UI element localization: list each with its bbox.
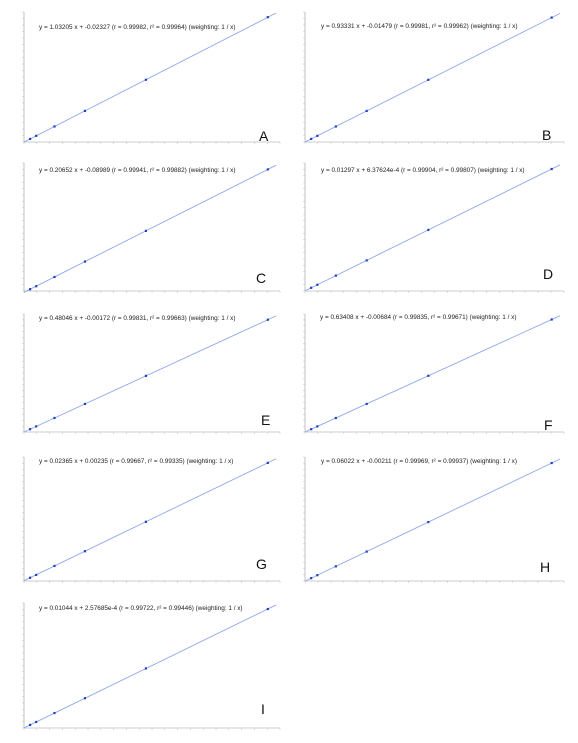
data-point [267,462,269,464]
regression-line [305,316,560,432]
regression-equation-i: y = 0.01044 x + 2.57685e-4 (r = 0.99722, r² = 0.99446) (weighting: 1 / x) [39,605,243,612]
data-point [551,168,553,170]
data-point [551,318,553,320]
data-point [145,521,147,523]
panel-label-f: F [544,417,553,433]
panel-label-g: G [256,556,267,572]
data-point [35,425,37,427]
data-point [427,521,429,523]
data-point [267,16,269,18]
data-point [310,287,312,289]
data-point [335,275,337,277]
regression-equation-a: y = 1.03205 x + -0.02327 (r = 0.99982, r² = 0.99964) (weighting: 1 / x) [39,24,236,31]
data-point [267,608,269,610]
data-point [366,110,368,112]
regression-line [24,165,276,292]
data-point [29,138,31,140]
data-point [145,79,147,81]
chart-panel-i [8,594,286,737]
calibration-plot-h [289,448,570,590]
data-point [427,79,429,81]
data-point [335,565,337,567]
calibration-plot-g [8,448,286,590]
data-point [427,229,429,231]
calibration-plot-f [289,305,570,441]
data-point [53,712,55,714]
panel-label-b: B [542,127,552,143]
chart-panel-b [289,3,570,151]
data-point [53,125,55,127]
calibration-plot-i [8,594,286,737]
chart-panel-f [289,305,570,441]
data-point [310,428,312,430]
data-point [84,260,86,262]
data-point [35,285,37,287]
data-point [366,550,368,552]
data-point [53,565,55,567]
regression-equation-d: y = 0.01297 x + 6.37624e-4 (r = 0.99904, r² = 0.99807) (weighting: 1 / x) [321,167,525,174]
data-point [316,425,318,427]
data-point [35,721,37,723]
calibration-plot-e [8,305,286,441]
data-point [29,577,31,579]
data-point [53,276,55,278]
data-point [84,550,86,552]
chart-panel-g [8,448,286,590]
data-point [310,138,312,140]
data-point [316,574,318,576]
calibration-plot-d [289,154,570,300]
data-point [310,577,312,579]
data-point [145,230,147,232]
data-point [267,319,269,321]
regression-line [24,459,276,581]
data-point [84,110,86,112]
panel-label-c: C [256,270,267,286]
data-point [84,697,86,699]
panel-label-i: I [261,701,265,717]
data-point [551,462,553,464]
regression-equation-c: y = 0.20652 x + -0.08989 (r = 0.99941, r² = 0.99882) (weighting: 1 / x) [39,167,236,174]
calibration-plot-c [8,154,286,300]
chart-panel-c [8,154,286,300]
data-point [84,403,86,405]
regression-line [305,165,560,291]
chart-panel-d [289,154,570,300]
data-point [335,125,337,127]
data-point [366,403,368,405]
data-point [267,168,269,170]
regression-equation-b: y = 0.93331 x + -0.01479 (r = 0.99981, r² = 0.99962) (weighting: 1 / x) [321,23,518,30]
data-point [551,17,553,19]
data-point [35,135,37,137]
regression-equation-h: y = 0.06022 x + -0.00211 (r = 0.99969, r² = 0.99937) (weighting: 1 / x) [321,458,517,465]
panel-label-d: D [543,266,554,282]
data-point [427,375,429,377]
regression-line [305,459,560,581]
data-point [316,135,318,137]
regression-line [24,605,276,728]
data-point [366,259,368,261]
data-point [316,284,318,286]
chart-panel-h [289,448,570,590]
data-point [29,724,31,726]
data-point [335,417,337,419]
data-point [53,417,55,419]
regression-line [24,13,276,142]
panel-label-h: H [540,559,551,575]
regression-line [305,13,560,142]
data-point [29,428,31,430]
data-point [145,375,147,377]
chart-panel-a [8,3,286,151]
chart-panel-e [8,305,286,441]
regression-equation-f: y = 0.63408 x + -0.00684 (r = 0.99835, r² = 0.99671) (weighting: 1 / x) [320,314,517,321]
panel-label-a: A [259,128,269,144]
regression-line [24,316,276,432]
regression-equation-g: y = 0.02365 x + 0.00235 (r = 0.99667, r² = 0.99335) (weighting: 1 / x) [39,458,234,465]
regression-equation-e: y = 0.48046 x + -0.00172 (r = 0.99831, r² = 0.99663) (weighting: 1 / x) [39,315,236,322]
data-point [145,667,147,669]
panel-label-e: E [261,412,271,428]
data-point [29,288,31,290]
data-point [35,574,37,576]
